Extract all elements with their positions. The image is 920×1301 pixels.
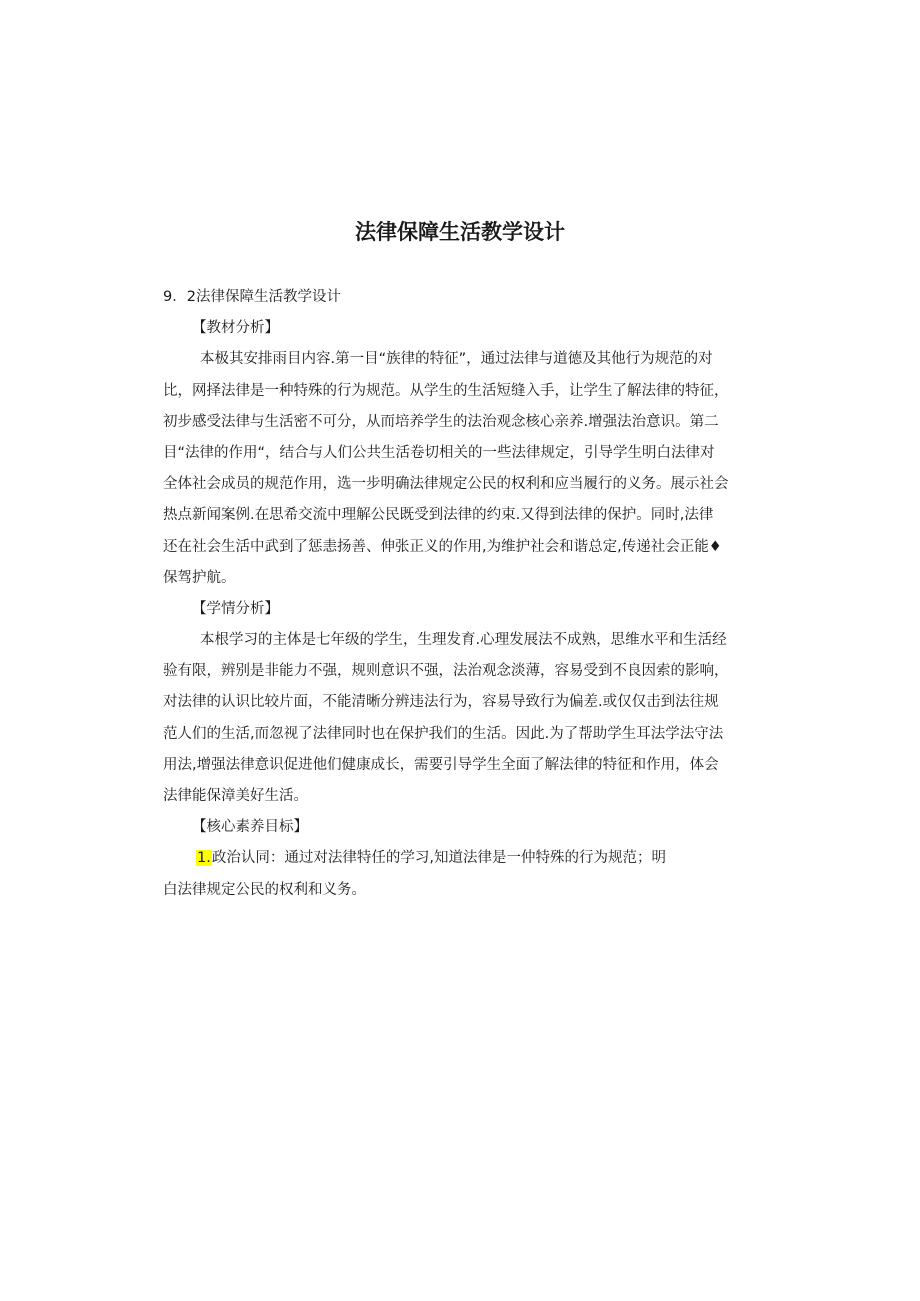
paragraph-line: 法律能保漳美好生活。 bbox=[163, 788, 308, 804]
highlighted-item-number: 1. bbox=[197, 850, 211, 867]
paragraph-line: 初步感受法律与生活密不可分，从而培养学生的法治观念核心亲养.增强法治意识。第二 bbox=[163, 413, 719, 430]
goals-list bbox=[163, 843, 763, 905]
paragraph-line: 范人们的生活,而忽视了法律同时也在保护我们的生活。因此.为了帮助学生耳法学法守法 bbox=[163, 725, 724, 742]
paragraph-line: 比，网择法律是一种特殊的行为规范。从学生的生活短缝入手，让学生了解法律的特征， bbox=[163, 382, 729, 399]
paragraph-line: 目“法律的作用“，结合与人们公共生活卷切相关的一些法律规定，引导学生明白法律对 bbox=[163, 444, 715, 461]
list-item bbox=[163, 843, 763, 874]
paragraph-line: 本根学习的主体是七年级的学生，生理发育.心理发展法不成熟，思维水平和生活经 bbox=[200, 632, 727, 649]
paragraph-materials bbox=[163, 344, 763, 594]
section-heading-materials: 【教材分析】 bbox=[192, 320, 279, 337]
paragraph-line: 用法,增强法律意识促进他们健康成长，需要引导学生全面了解法律的特征和作用，体会 bbox=[163, 756, 719, 773]
section-heading-goals: 【核心素养目标】 bbox=[192, 819, 308, 836]
paragraph-students bbox=[163, 625, 763, 812]
paragraph-line: 热点新闻案例.在思希交流中理解公民既受到法律的约束.又得到法律的保护。同时,法律 bbox=[163, 507, 714, 524]
document-subtitle: 9．2法律保障生活教学设计 bbox=[163, 289, 341, 305]
paragraph-line: 全体社会成员的规范作用，选一步明确法律规定公民的权利和应当履行的义务。展示社会 bbox=[163, 476, 729, 493]
paragraph-line: 对法律的认识比较片面，不能清晰分辨违法行为，容易导致行为偏差.或仅仅击到法往规 bbox=[163, 694, 719, 711]
section-heading-students: 【学情分析】 bbox=[192, 600, 279, 617]
paragraph-line: 本极其安排雨目内容.第一目“族律的特征”，通过法律与道德及其他行为规范的对 bbox=[200, 351, 713, 368]
paragraph-line: 还在社会生活中武到了惩恚扬善、伸张正义的作用,为维护社会和谐总定,传递社会正能♦ bbox=[163, 538, 722, 555]
document-body bbox=[163, 282, 763, 906]
document-title: 法律保障生活教学设计 bbox=[355, 220, 565, 244]
paragraph-line: 保驾护航。 bbox=[163, 569, 236, 586]
list-item-text: 政治认同：通过对法律特任的学习,知道法律是一仲特殊的行为规范；明 bbox=[211, 850, 666, 867]
list-item-continuation: 白法律规定公民的权利和义务。 bbox=[163, 881, 366, 898]
paragraph-line: 验有限，辨别是非能力不强，规则意识不强，法治观念淡薄，容易受到不良因索的影响， bbox=[163, 663, 729, 680]
